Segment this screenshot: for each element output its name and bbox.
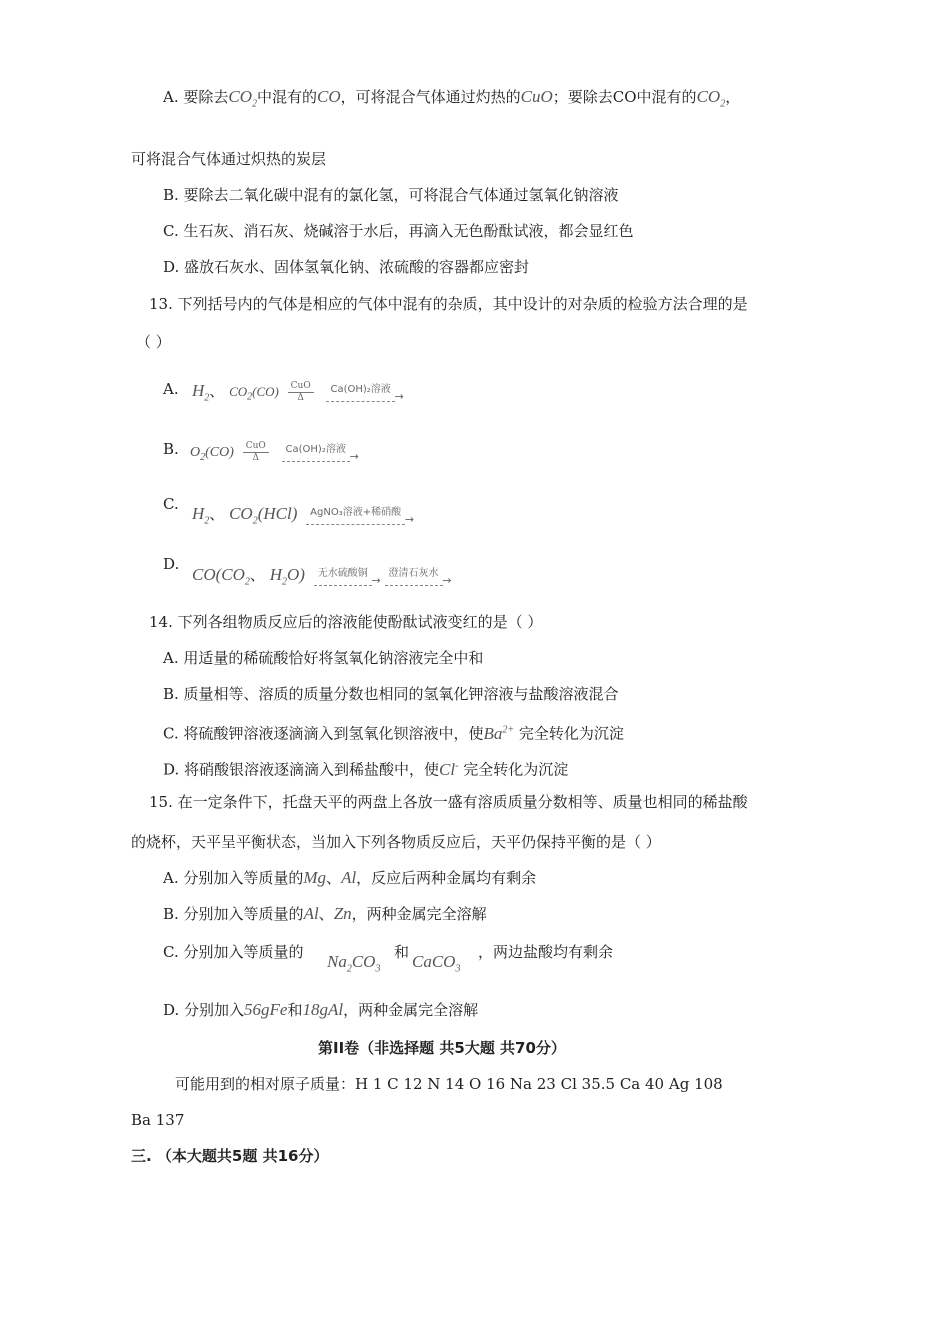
formula-al: Al <box>341 868 357 887</box>
q13-c-formula <box>192 503 409 532</box>
q14-option-d <box>163 755 568 781</box>
part2-title: 第II卷（非选择题 共5大题 共70分） <box>318 1039 566 1057</box>
q14-option-c <box>163 719 624 745</box>
formula-18gal: 18gAl <box>302 1000 344 1019</box>
separator: 、 <box>209 382 225 400</box>
formula-co2-2: $CO_2$ <box>696 87 726 110</box>
q15-a-text: A. 分别加入等质量的 <box>163 869 304 887</box>
formula-co2: $CO_2$ <box>228 87 257 110</box>
q12-option-b: B. 要除去二氧化碳中混有的氯化氢，可将混合气体通过氢氧化钠溶液 <box>163 186 619 204</box>
q14-option-b: B. 质量相等、溶质的质量分数也相同的氢氧化钾溶液与盐酸溶液混合 <box>163 685 619 703</box>
formula-co2-co: $CO_2(CO)$ <box>229 384 279 403</box>
q15-c-text: C. 分别加入等质量的 <box>163 943 304 961</box>
atomic-masses-cont: Ba 137 <box>131 1111 185 1129</box>
reagent-cuo-heat: CuO Δ <box>243 441 269 464</box>
atomic-masses: 可能用到的相对原子质量：H 1 C 12 N 14 O 16 Na 23 Cl 35.5 Ca 40 Ag 108 <box>175 1075 723 1093</box>
formula-na2co3: $Na_2CO_3$ <box>327 952 381 975</box>
section-3-heading: 三. （本大题共5题 共16分） <box>131 1147 329 1165</box>
q13-a-formula <box>192 380 399 409</box>
q15-option-d <box>163 999 478 1021</box>
and-text: 和 <box>287 1001 303 1019</box>
formula-co-co2-h2o: $CO(CO_2$ <box>192 565 250 588</box>
formula-mg: Mg <box>303 868 327 887</box>
q13-option-d: D. <box>163 555 180 573</box>
q15-c-formula2 <box>412 951 460 980</box>
q15-b-text: B. 分别加入等质量的 <box>163 905 304 923</box>
q12-option-a-cont: 可将混合气体通过炽热的炭层 <box>131 150 327 168</box>
formula-56gfe: 56gFe <box>244 1000 288 1019</box>
q12-a-text2: ，可将混合气体通过灼热的 <box>340 88 521 106</box>
q15-option-b <box>163 903 487 925</box>
formula-h2: $H_2$ <box>192 381 210 404</box>
q14-c-text2: 完全转化为沉淀 <box>518 724 624 743</box>
q15-c-formulas <box>327 951 380 980</box>
q14-stem: 14. 下列各组物质反应后的溶液能使酚酞试液变红的是（ ） <box>149 613 543 631</box>
q13-stem-cont: （ ） <box>136 333 171 351</box>
q15-c-text2: ，两边盐酸均有剩余 <box>478 943 614 961</box>
formula-cl-minus: Cl- <box>439 759 459 779</box>
q15-a-text2: ，反应后两种金属均有剩余 <box>356 869 537 887</box>
q15-option-a <box>163 867 536 889</box>
formula-ba2plus: $Ba^{2+}$ <box>483 723 515 743</box>
q15-d-text2: ，两种金属完全溶解 <box>343 1001 479 1019</box>
option-label: A. <box>163 380 179 398</box>
q15-d-text: D. 分别加入 <box>163 1001 245 1019</box>
q14-c-text: C. 将硫酸钾溶液逐滴滴入到氢氧化钡溶液中，使 <box>163 724 484 743</box>
formula-co: CO <box>317 87 341 106</box>
q14-d-text: D. 将硝酸银溶液逐滴滴入到稀盐酸中，使 <box>163 760 440 779</box>
q12-a-prefix: A. 要除去 <box>163 88 229 106</box>
separator: 、 <box>249 566 265 584</box>
q15-option-c <box>163 941 303 963</box>
q13-stem: 13. 下列括号内的气体是相应的气体中混有的杂质，其中设计的对杂质的检验方法合理的是 <box>149 295 748 313</box>
q15-b-text2: ，两种金属完全溶解 <box>351 905 487 923</box>
q13-option-c: C. <box>163 495 179 513</box>
reagent-cuso4-arrow: 无水硫酸铜 → <box>314 563 372 586</box>
reagent-agno3-arrow: AgNO₃溶液+稀硝酸 → <box>306 502 405 525</box>
formula-cuo: CuO <box>520 87 553 106</box>
separator: 、 <box>318 905 334 923</box>
q12-a-end: ， <box>725 88 741 106</box>
q12-option-d: D. 盛放石灰水、固体氢氧化钠、浓硫酸的容器都应密封 <box>163 258 530 276</box>
reagent-cuo-heat: CuO Δ <box>288 381 314 404</box>
formula-h2: $H_2$ <box>192 504 210 527</box>
reagent-lime-water-arrow: 澄清石灰水 → <box>385 563 443 586</box>
q14-option-a: A. 用适量的稀硫酸恰好将氢氧化钠溶液完全中和 <box>163 649 484 667</box>
q15-stem-cont: 的烧杯，天平呈平衡状态，当加入下列各物质反应后，天平仍保持平衡的是（ ） <box>131 833 661 851</box>
q12-a-text: 中混有的 <box>257 88 318 106</box>
formula-caco3: CaCO$_3$ <box>412 952 461 975</box>
formula-o2-co: $O_2(CO)$ <box>190 445 234 463</box>
formula-al: Al <box>303 904 319 923</box>
q12-a-text3: ；要除去CO中混有的 <box>552 88 697 106</box>
reagent-lime-water-arrow: Ca(OH)₂溶液 → <box>326 379 394 402</box>
separator: 、 <box>209 505 225 523</box>
formula-h2o: $H_2O$) <box>269 565 305 588</box>
q12-option-a <box>163 86 740 115</box>
q13-option-a <box>163 378 179 400</box>
formula-co2-hcl: $CO_2(HCl)$ <box>229 504 298 527</box>
separator: 、 <box>326 869 342 887</box>
q13-b-formula <box>190 440 354 469</box>
formula-zn: Zn <box>333 904 352 923</box>
q12-option-c: C. 生石灰、消石灰、烧碱溶于水后，再滴入无色酚酞试液，都会显红色 <box>163 222 634 240</box>
q14-d-text2: 完全转化为沉淀 <box>463 760 569 779</box>
q13-option-b: B. <box>163 440 179 458</box>
q15-stem: 15. 在一定条件下，托盘天平的两盘上各放一盛有溶质质量分数相等、质量也相同的稀盐酸 <box>149 793 748 811</box>
q15-c-and: 和 <box>394 943 410 961</box>
q13-d-formula <box>192 564 447 593</box>
reagent-lime-water-arrow: Ca(OH)₂溶液 → <box>282 439 350 462</box>
